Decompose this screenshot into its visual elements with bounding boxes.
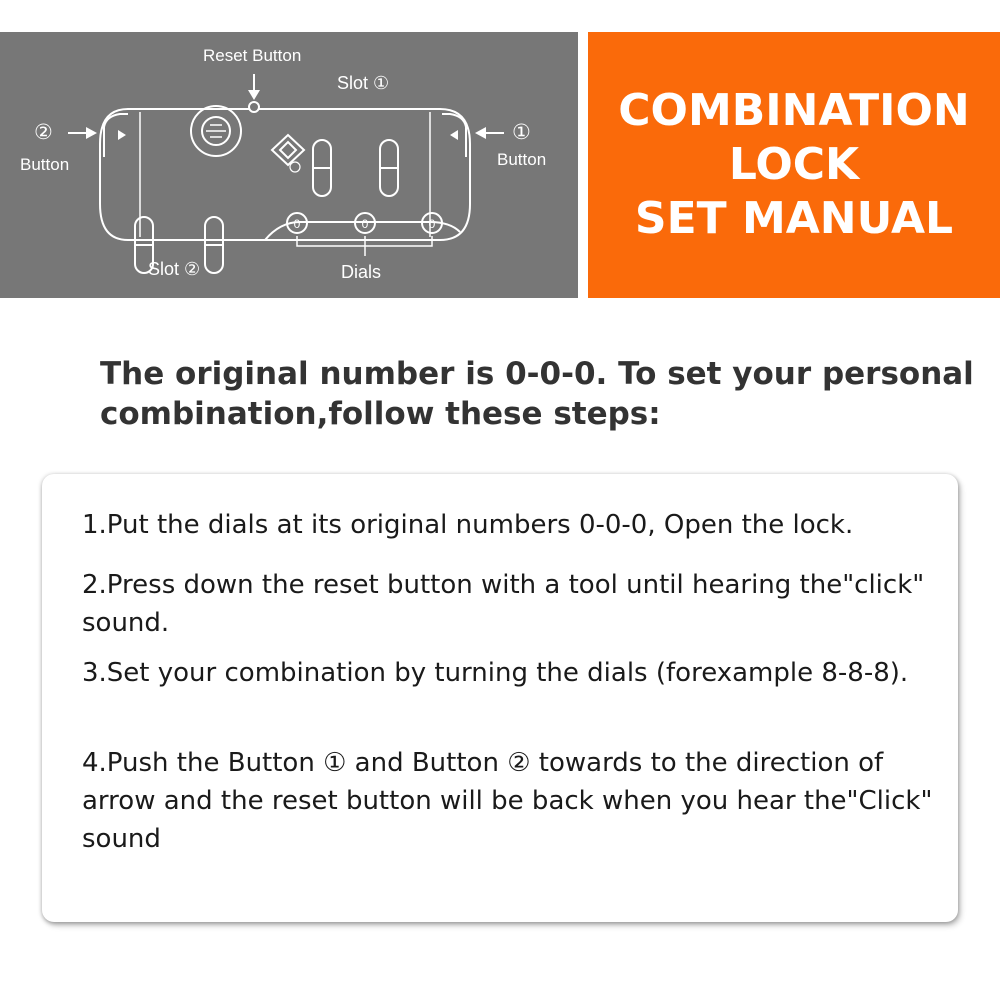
- right-button-number: ①: [512, 121, 531, 144]
- steps-card: [42, 474, 958, 922]
- lock-body-outline: [100, 109, 470, 240]
- title-line-3: SET MANUAL: [634, 193, 954, 244]
- lock-diagram-panel: [0, 32, 578, 298]
- title-panel: [588, 32, 1000, 298]
- reset-button-label: Reset Button: [203, 46, 302, 65]
- intro-text: The original number is 0-0-0. To set your personal combination,follow these steps:: [100, 356, 974, 432]
- right-tab-arrow-icon: [450, 130, 458, 140]
- right-button-arrow-icon: [475, 127, 504, 139]
- dial-2-value: 0: [361, 217, 369, 231]
- step-4: 4.Push the Button ① and Button ② towards to the direction of arrow and the reset button will be back when you hear the"Click" sound: [82, 748, 933, 854]
- dial-3-value: 0: [428, 217, 436, 231]
- slot1-label: Slot ①: [337, 73, 390, 93]
- left-button-label: Button: [20, 155, 70, 174]
- title-line-1: COMBINATION: [618, 85, 970, 136]
- step-3: 3.Set your combination by turning the dials (forexample 8-8-8).: [82, 658, 909, 688]
- reset-arrow-icon: [248, 74, 260, 100]
- title-line-2: LOCK: [728, 139, 860, 190]
- header-row: [0, 32, 1000, 298]
- lock-diagram: [0, 32, 578, 298]
- right-button-label: Button: [497, 150, 547, 169]
- tsa-logo-icon: [272, 135, 304, 165]
- step-1: 1.Put the dials at its original numbers 0-0-0, Open the lock.: [82, 510, 854, 540]
- slot2-label: Slot ②: [148, 259, 201, 279]
- left-tab-arrow-icon: [118, 130, 126, 140]
- left-button-number: ②: [34, 121, 53, 144]
- left-button-arrow-icon: [68, 127, 97, 139]
- reset-pin: [249, 102, 259, 112]
- step-2: 2.Press down the reset button with a tool until hearing the"click" sound.: [82, 570, 925, 638]
- registered-icon: [290, 162, 300, 172]
- dials-label: Dials: [341, 262, 382, 282]
- dial-1-value: 0: [293, 217, 301, 231]
